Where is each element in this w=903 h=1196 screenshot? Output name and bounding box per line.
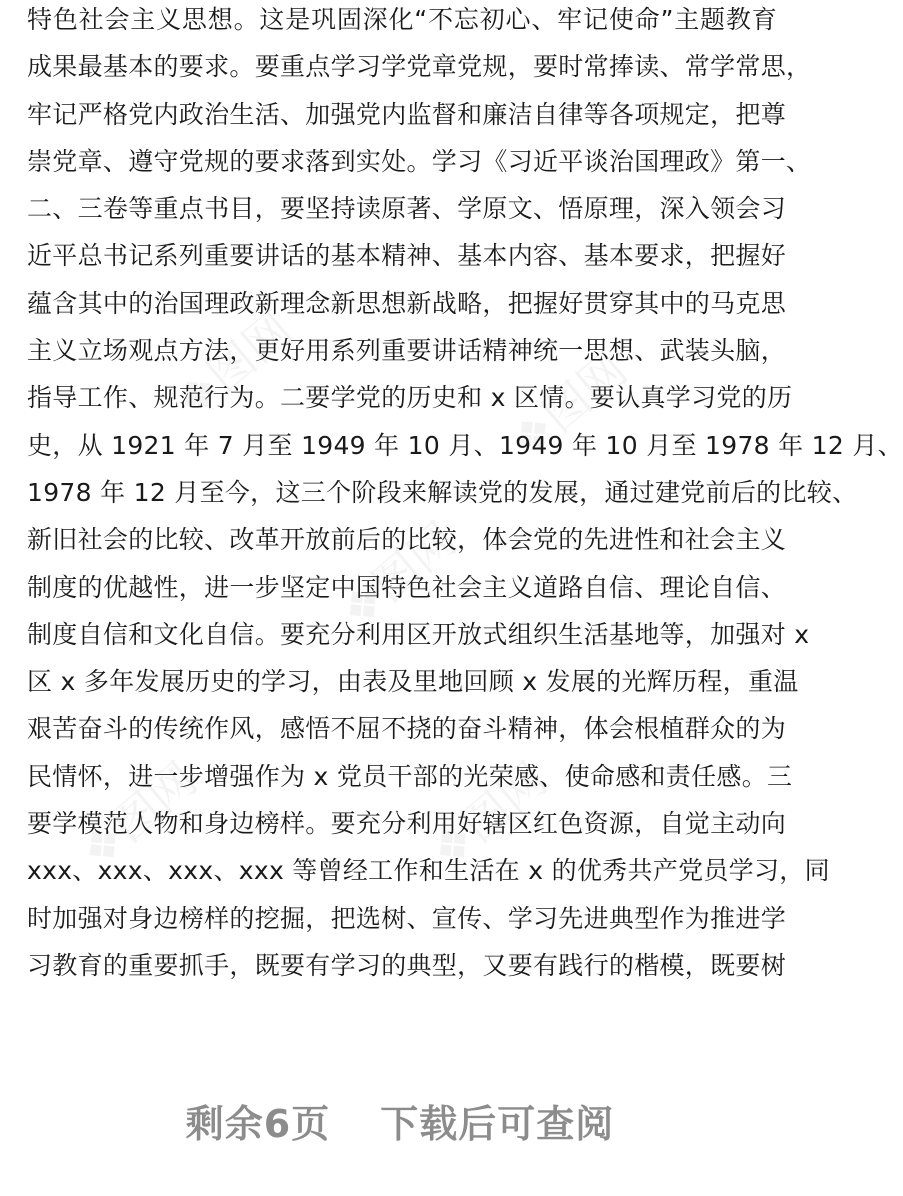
download-banner[interactable] <box>0 1093 800 1148</box>
paragraph-line: 崇党章、遵守党规的要求落到实处。学习《习近平谈治国理政》第一、 <box>27 146 812 176</box>
paragraph-line: 特色社会主义思想。这是巩固深化“不忘初心、牢记使命”主题教育 <box>27 5 777 34</box>
watermark: ❖图网 <box>420 751 557 879</box>
remaining-pages-label[interactable]: 剩余6页 <box>185 1102 331 1146</box>
document-body <box>27 0 903 989</box>
paragraph-line: 主义立场观点方法，更好用系列重要讲话精神统一思想、武装头脑， <box>27 336 787 366</box>
paragraph-line: 新旧社会的比较、改革开放前后的比较，体会党的先进性和社会主义 <box>27 525 787 555</box>
paragraph-line: 成果最基本的要求。要重点学习学党章党规，要时常捧读、常学常思， <box>27 52 812 82</box>
watermark: ❖图网 <box>330 511 467 639</box>
paragraph-line: 区 x 多年发展历史的学习，由表及里地回顾 x 发展的光辉历程，重温 <box>27 667 799 697</box>
watermark: ❖图网 <box>500 341 637 469</box>
paragraph-line: 制度的优越性，进一步坚定中国特色社会主义道路自信、理论自信、 <box>27 572 787 602</box>
paragraph-line: 近平总书记系列重要讲话的基本精神、基本内容、基本要求，把握好 <box>27 241 787 271</box>
paragraph-line: 史，从 1921 年 7 月至 1949 年 10 月、1949 年 10 月至 1978 年 12 月、 <box>27 430 903 460</box>
paragraph-line: 要学模范人物和身边榜样。要充分利用好辖区红色资源，自觉主动向 <box>27 809 787 839</box>
paragraph-line: 二、三卷等重点书目，要坚持读原著、学原文、悟原理，深入领会习 <box>27 194 787 224</box>
paragraph-line: 民情怀，进一步增强作为 x 党员干部的光荣感、使命感和责任感。三 <box>27 761 793 791</box>
paragraph-line: 习教育的重要抓手，既要有学习的典型，又要有践行的楷模，既要树 <box>27 950 787 980</box>
download-hint-label[interactable]: 下载后可查阅 <box>380 1102 615 1146</box>
paragraph-line: 制度自信和文化自信。要充分利用区开放式组织生活基地等，加强对 x <box>27 619 810 649</box>
paragraph-line: xxx、xxx、xxx、xxx 等曾经工作和生活在 x 的优秀共产党员学习，同 <box>27 856 830 886</box>
paragraph-line: 1978 年 12 月至今，这三个阶段来解读党的发展，通过建党前后的比较、 <box>27 477 858 507</box>
paragraph-line: 牢记严格党内政治生活、加强党内监督和廉洁自律等各项规定，把尊 <box>27 99 787 129</box>
paragraph-line: 指导工作、规范行为。二要学党的历史和 x 区情。要认真学习党的历 <box>27 383 793 413</box>
watermark: ❖图网 <box>70 751 207 879</box>
paragraph-line: 艰苦奋斗的传统作风，感悟不屈不挠的奋斗精神，体会根植群众的为 <box>27 714 787 744</box>
watermark: ❖图网 <box>165 301 302 429</box>
paragraph-line: 蕴含其中的治国理政新理念新思想新战略，把握好贯穿其中的马克思 <box>27 288 787 318</box>
paragraph-line: 时加强对身边榜样的挖掘，把选树、宣传、学习先进典型作为推进学 <box>27 903 787 933</box>
